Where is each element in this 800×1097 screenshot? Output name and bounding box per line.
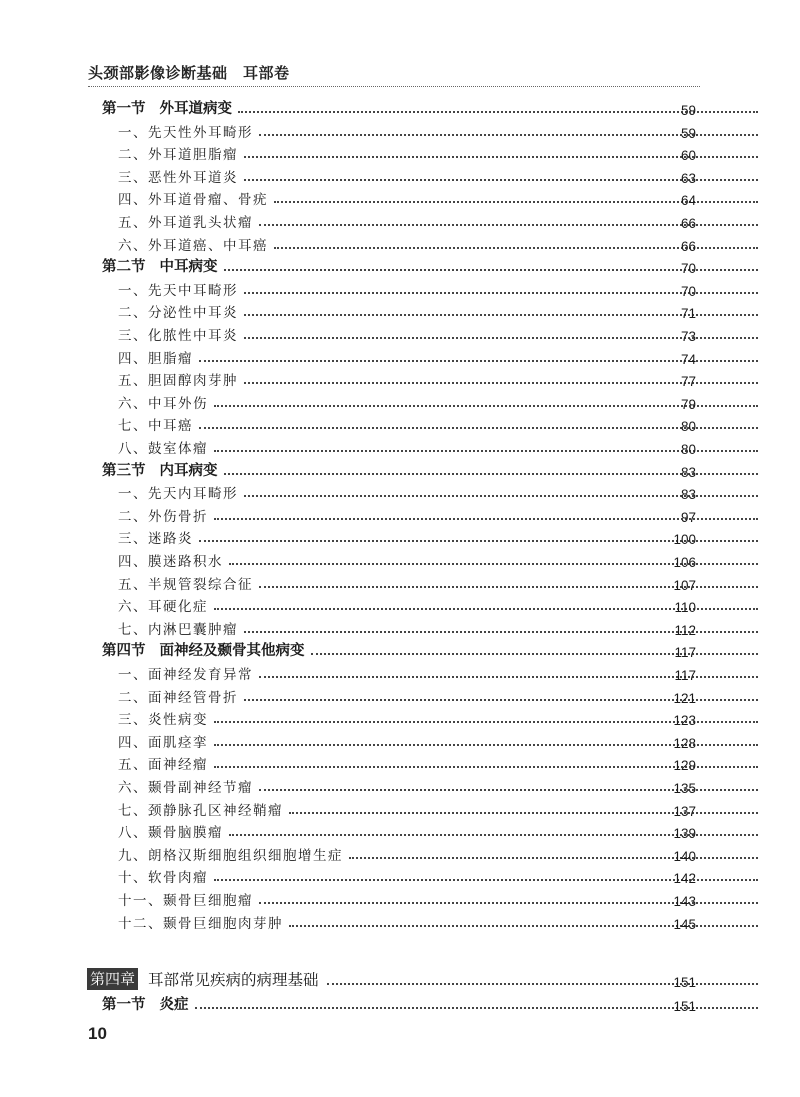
running-header [88, 62, 700, 87]
toc-page-number: 83 [680, 487, 696, 503]
toc-item-row[interactable] [0, 412, 800, 434]
section-number: 第二节 [102, 258, 146, 276]
toc-page-number: 145 [673, 916, 696, 932]
toc-page-number: 123 [673, 713, 696, 729]
toc-item-label: 五、外耳道乳头状瘤 [118, 215, 253, 231]
toc-item-label: 五、半规管裂综合征 [118, 576, 253, 593]
toc-item-row[interactable] [0, 774, 800, 796]
running-header-title: 头颈部影像诊断基础 耳部卷 [88, 64, 290, 82]
toc-section-row[interactable] [0, 638, 800, 660]
toc-item-row[interactable] [0, 119, 800, 141]
dot-leader [349, 857, 758, 859]
toc-section-label [0, 255, 218, 276]
toc-item-label: 二、外伤骨折 [118, 508, 208, 525]
toc-item-label: 九、朗格汉斯细胞组织细胞增生症 [118, 847, 343, 864]
toc-page-number: 129 [673, 758, 696, 774]
toc-section-label [0, 993, 189, 1014]
toc-item-row[interactable] [0, 864, 800, 886]
toc-item-row[interactable] [0, 548, 800, 570]
toc-item-row[interactable] [0, 345, 800, 367]
toc-page-number: 97 [680, 509, 696, 525]
toc-page-number: 66 [680, 216, 696, 231]
toc-item-label: 三、化脓性中耳炎 [118, 328, 238, 344]
toc-item-row[interactable] [0, 593, 800, 615]
toc-item-label: 三、炎性病变 [118, 712, 208, 729]
toc-item-label: 二、分泌性中耳炎 [118, 305, 238, 322]
toc-item-label: 六、颞骨副神经节瘤 [118, 780, 253, 796]
toc-item-label: 四、外耳道骨瘤、骨疣 [118, 192, 268, 209]
section-number: 第三节 [102, 461, 146, 479]
toc-page-number: 83 [680, 464, 696, 480]
toc-page-number: 110 [674, 600, 696, 616]
toc-item-label: 五、胆固醇肉芽肿 [118, 373, 238, 390]
toc-item-label: 一、先天内耳畸形 [118, 486, 238, 503]
toc-item-label: 一、面神经发育异常 [118, 667, 253, 683]
toc-page-number: 139 [673, 826, 696, 842]
toc-page-number: 77 [680, 374, 696, 390]
toc-page-number: 151 [673, 999, 696, 1014]
toc-item-label: 七、颈静脉孔区神经鞘瘤 [118, 802, 283, 819]
toc-section-label [0, 459, 218, 480]
toc-page-number: 117 [674, 668, 696, 683]
toc-item-label: 十二、颞骨巨细胞肉芽肿 [118, 915, 283, 932]
toc-item-row[interactable] [0, 322, 800, 344]
section-title: 面神经及颞骨其他病变 [159, 642, 305, 660]
toc-item-label: 四、面肌痉挛 [118, 734, 208, 751]
toc-page-number: 80 [680, 442, 696, 457]
toc-item-label: 十、软骨肉瘤 [118, 870, 208, 887]
toc-item-label: 七、中耳癌 [118, 418, 193, 435]
section-number: 第一节 [102, 996, 146, 1013]
toc-page-number: 59 [680, 125, 696, 141]
toc-item-row[interactable] [0, 910, 800, 932]
toc-item-row[interactable] [0, 751, 800, 773]
toc-item-row[interactable] [0, 684, 800, 706]
toc-item-row[interactable] [0, 277, 800, 299]
toc-item-label: 四、胆脂瘤 [118, 350, 193, 367]
toc-page-number: 66 [680, 238, 696, 254]
toc-item-row[interactable] [0, 141, 800, 163]
chapter-number-badge: 第四章 [87, 968, 138, 990]
toc-page-number: 128 [673, 735, 696, 751]
toc-item-label: 八、颞骨脑膜瘤 [118, 825, 223, 842]
toc-item-label: 一、先天性外耳畸形 [118, 124, 253, 141]
toc-page-number: 100 [673, 532, 696, 548]
toc-page-number: 79 [680, 396, 696, 412]
toc-item-row[interactable] [0, 186, 800, 208]
toc-section-row[interactable] [0, 458, 800, 480]
toc-item-label: 六、外耳道癌、中耳癌 [118, 237, 268, 254]
toc-item-row[interactable] [0, 661, 800, 683]
section-title: 外耳道病变 [159, 100, 232, 117]
toc-page-number: 60 [680, 148, 696, 164]
toc-item-label: 五、面神经瘤 [118, 757, 208, 774]
toc-page-number: 70 [680, 261, 696, 277]
toc-page-number: 64 [680, 193, 696, 209]
toc-item-row[interactable] [0, 435, 800, 457]
toc-section-row[interactable] [0, 96, 800, 118]
toc-item-label: 八、鼓室体瘤 [118, 441, 208, 457]
toc-page-number: 59 [680, 103, 696, 118]
toc-page-number: 117 [674, 645, 696, 661]
toc-item-label: 六、中耳外伤 [118, 395, 208, 412]
toc-section-label [0, 639, 305, 660]
toc-item-label: 二、外耳道胆脂瘤 [118, 147, 238, 164]
page-number: 10 [88, 1024, 107, 1043]
toc-item-row[interactable] [0, 232, 800, 254]
toc-page-number: 106 [673, 555, 696, 570]
toc-item-label: 三、恶性外耳道炎 [118, 169, 238, 186]
toc-item-row[interactable] [0, 706, 800, 728]
toc-item-label: 三、迷路炎 [118, 531, 193, 548]
toc-section-label [0, 97, 232, 118]
toc-page-number: 71 [680, 306, 696, 322]
toc-item-row[interactable] [0, 480, 800, 502]
toc-item-row[interactable] [0, 616, 800, 638]
chapter-title: 耳部常见疾病的病理基础 [148, 971, 319, 989]
toc-item-label: 十一、颞骨巨细胞瘤 [118, 893, 253, 909]
section-title: 中耳病变 [159, 258, 218, 276]
section-number: 第一节 [102, 100, 146, 117]
toc-item-label: 四、膜迷路积水 [118, 554, 223, 570]
toc-page-number: 135 [673, 781, 696, 796]
toc-page-number: 107 [673, 577, 696, 593]
toc-page-number: 70 [680, 283, 696, 299]
toc-item-row[interactable] [0, 525, 800, 547]
toc-item-row[interactable] [0, 390, 800, 412]
toc-item-row[interactable] [0, 797, 800, 819]
toc-page-number: 112 [674, 622, 696, 638]
toc-item-row[interactable] [0, 367, 800, 389]
toc-page-number: 80 [680, 419, 696, 435]
section-title: 内耳病变 [159, 461, 218, 479]
toc-item-label: 七、内淋巴囊肿瘤 [118, 621, 238, 638]
toc-item-label: 二、面神经管骨折 [118, 689, 238, 706]
toc-item-row[interactable] [0, 209, 800, 231]
toc-item-row[interactable] [0, 299, 800, 321]
toc-item-label: 一、先天中耳畸形 [118, 282, 238, 299]
toc-page-number: 143 [673, 894, 696, 909]
toc-page-number: 121 [673, 690, 696, 706]
toc-item-row[interactable] [0, 571, 800, 593]
toc-item-row[interactable] [0, 842, 800, 864]
toc-page-number: 73 [680, 329, 696, 344]
toc-item-row[interactable] [0, 729, 800, 751]
toc-section-row[interactable] [0, 254, 800, 276]
toc-page-number: 140 [673, 848, 696, 864]
toc-item-row[interactable] [0, 503, 800, 525]
section-title: 炎症 [159, 996, 189, 1013]
toc-item-row[interactable] [0, 887, 800, 909]
toc-page-number: 74 [680, 351, 696, 367]
toc-item-row[interactable] [0, 164, 800, 186]
toc-section-row[interactable] [0, 992, 800, 1014]
toc-page-number: 142 [673, 871, 696, 887]
toc-page-number: 63 [680, 170, 696, 186]
toc-item-label: 六、耳硬化症 [118, 599, 208, 616]
toc-page-number: 137 [673, 803, 696, 819]
section-number: 第四节 [102, 642, 146, 660]
chapter-heading[interactable] [0, 966, 800, 990]
chapter-page-number: 151 [673, 975, 696, 990]
toc-item-row[interactable] [0, 819, 800, 841]
